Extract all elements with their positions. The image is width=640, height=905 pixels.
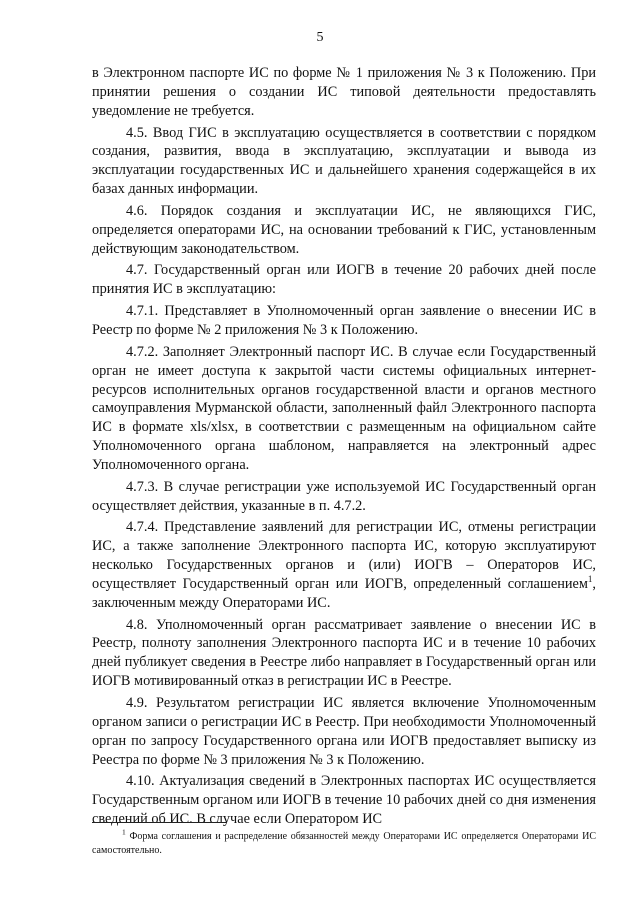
paragraph-4-8: 4.8. Уполномоченный орган рассматривает заявление о внесении ИС в Реестр, полноту заполнения Электронного паспорта ИС и в течение 10 рабочих дней публикует сведения в Реестре либо направляет в Государственный орган или ИОГВ мотивированный отказ в регистрации ИС в Реестре. — [92, 616, 596, 690]
paragraph-4-9: 4.9. Результатом регистрации ИС является включение Уполномоченным органом записи о регистрации ИС в Реестр. При необходимости Уполномоченный орган по запросу Государственного органа или ИОГВ предоставляет выписку из Реестра по форме № 3 приложения № 3 к Положению. — [92, 695, 596, 768]
footnote-text: Форма соглашения и распределение обязанностей между Операторами ИС определяется Операторами ИС самостоятельно. — [92, 831, 596, 856]
footnote-mark: 1 — [122, 827, 126, 837]
paragraph-continuation: в Электронном паспорте ИС по форме № 1 приложения № 3 к Положению. При принятии решения о создании ИС типовой деятельности предоставлять уведомление не требуется. — [92, 65, 596, 119]
paragraph-4-7: 4.7. Государственный орган или ИОГВ в течение 20 рабочих дней после принятия ИС в эксплуатацию: — [92, 262, 596, 298]
paragraph-4-7-4-tail: , заключенным между Операторами ИС. — [92, 575, 596, 611]
footnote-divider — [92, 822, 227, 823]
footnote — [92, 827, 596, 857]
page-number: 5 — [316, 30, 324, 45]
paragraph-4-5: 4.5. Ввод ГИС в эксплуатацию осуществляется в соответствии с порядком создания, развития, ввода в эксплуатацию, эксплуатации и вывода из эксплуатации государственных ИС и дальнейшего хранения содержащейся в их базах данных информации. — [92, 124, 596, 198]
paragraph-4-6: 4.6. Порядок создания и эксплуатации ИС, не являющихся ГИС, определяется операторами ИС, на основании требований к ГИС, установленным действующим законодательством. — [92, 202, 596, 257]
paragraph-4-7-2: 4.7.2. Заполняет Электронный паспорт ИС. В случае если Государственный орган не имеет доступа к закрытой части системы официальных интернет-ресурсов исполнительных органов государственной власти и органов местного самоуправления Мурманской области, заполненный файл Электронного паспорта ИС в формате xls/xlsx, в соответствии с размещенным на официальном сайте Уполномоченного органа шаблоном, направляется на электронный адрес Уполномоченного органа. — [92, 343, 596, 473]
footnote-reference[interactable]: 1 — [587, 574, 593, 585]
paragraph-4-7-1: 4.7.1. Представляет в Уполномоченный орган заявление о внесении ИС в Реестр по форме № 2 приложения № 3 к Положению. — [92, 303, 596, 338]
paragraph-4-10: 4.10. Актуализация сведений в Электронных паспортах ИС осуществляется Государственным органом или ИОГВ в течение 10 рабочих дней со дня изменения сведений об ИС. В случае если Оператором ИС — [92, 773, 596, 828]
paragraph-4-7-4-text: 4.7.4. Представление заявлений для регистрации ИС, отмены регистрации ИС, а также заполнение Электронного паспорта ИС, которую эксплуатируют несколько Государственных органов и (или) ИОГВ – Операторов ИС, осуществляет Государственный орган или ИОГВ, определенный соглашением — [92, 519, 596, 592]
paragraph-4-7-4 — [92, 518, 596, 612]
body-text — [92, 64, 596, 832]
paragraph-4-7-3: 4.7.3. В случае регистрации уже используемой ИС Государственный орган осуществляет действия, указанные в п. 4.7.2. — [92, 478, 596, 514]
